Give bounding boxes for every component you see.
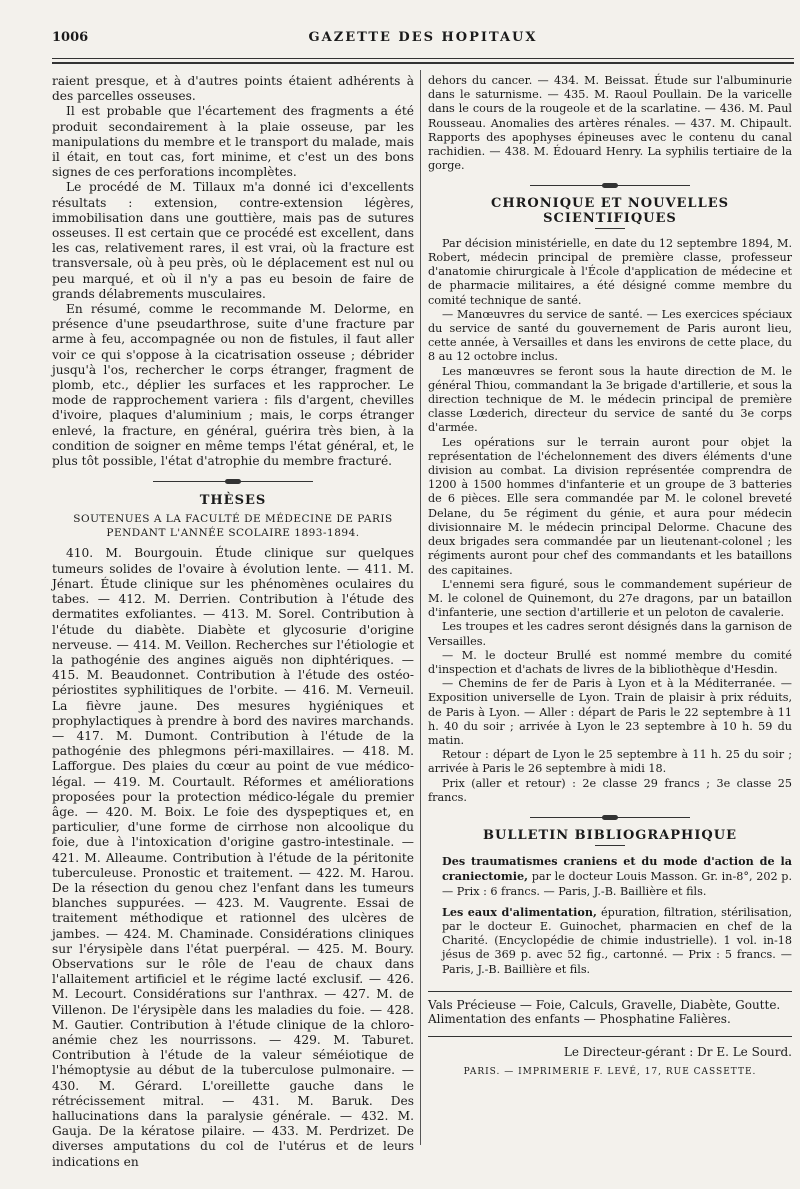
book-entry (428, 854, 792, 899)
chronique-paragraph: Retour : départ de Lyon le 25 septembre à 11 h. 25 du soir ; arrivée à Paris le 26 septembre à midi 18. (428, 748, 792, 776)
chronique-paragraph: — Chemins de fer de Paris à Lyon et à la Méditerranée. — Exposition universelle de Lyon. Train de plaisir à prix réduits, de Paris à Lyon. — Aller : départ de Paris le 22 septembre à 11 h. 40 du soir ; arrivée à Lyon le 23 septembre à 10 h. 59 du matin. (428, 677, 792, 747)
footer-rule (428, 1036, 792, 1037)
right-column (428, 74, 792, 1080)
theses-list: 410. M. Bourgouin. Étude clinique sur quelques tumeurs solides de l'ovaire à évolution lente. — 411. M. Jénart. Étude clinique sur les phénomènes oculaires du tabes. — 412. M. Derrien. Contribution à l'étude des dermatites exfoliantes. — 413. M. Sorel. Contribution à l'étude du diabète. Diabète et glycosurie d'origine nerveuse. — 414. M. Veillon. Recherches sur l'étiologie et la pathogénie des angines aiguës non diphtériques. — 415. M. Beaudonnet. Contribution à l'étude des ostéo-périostites syphilitiques de l'orbite. — 416. M. Verneuil. La fièvre jaune. Des mesures hygiéniques et prophylactiques à prendre à bord des navires marchands. — 417. M. Dumont. Contribution à l'étude de la pathogénie des phlegmons péri-maxillaires. — 418. M. Lafforgue. Des plaies du cœur au point de vue médico-légal. — 419. M. Courtault. Réformes et améliorations proposées pour la protection médico-légale du premier âge. — 420. M. Boix. Le foie des dyspeptiques et, en particulier, d'une forme de cirrhose non alcoolique du foie, due à l'intoxication d'origine gastro-intestinale. — 421. M. Alleaume. Contribution à l'étude de la péritonite tuberculeuse. Pronostic et traitement. — 422. M. Harou. De la résection du genou chez l'enfant dans les tumeurs blanches suppurées. — 423. M. Vaugrente. Essai de traitement méthodique et rationnel des ulcères de jambes. — 424. M. Chaminade. Considérations cliniques sur l'érysipèle dans l'état puerpéral. — 425. M. Boury. Observations sur le rôle de l'eau de chaux dans l'allaitement artificiel et le régime lacté exclusif. — 426. M. Lecourt. Considérations sur l'anthrax. — 427. M. de Villenon. De l'érysipèle dans les maladies du foie. — 428. M. Gautier. Contribution à l'étude clinique de la chloro-anémie chez les nourrissons. — 429. M. Taburet. Contribution à l'étude de la valeur séméiotique de l'hémoptysie au début de la tuberculose pulmonaire. — 430. M. Gérard. L'oreillette gauche dans le rétrécissement mitral. — 431. M. Baruk. Des hallucinations dans la paralysie générale. — 432. M. Gauja. De la kératose pilaire. — 433. M. Perdrizet. De diverses amputations du col de l'utérus et de leurs indications en (52, 546, 414, 1169)
notices-box (428, 991, 792, 1026)
paragraph: Il est probable que l'écartement des fragments a été produit secondairement à la plaie osseuse, par les manipulations du membre et le transport du malade, mais il était, en tout cas, fort minime, et c'est un des bons signes de ces perforations incomplètes. (52, 104, 414, 180)
theses-subtitle: SOUTENUES A LA FACULTÉ DE MÉDECINE DE PARIS PENDANT L'ANNÉE SCOLAIRE 1893-1894. (73, 513, 393, 540)
chronique-paragraph: Prix (aller et retour) : 2e classe 29 francs ; 3e classe 25 francs. (428, 776, 792, 804)
book-title: Les eaux d'alimentation, (442, 904, 597, 919)
section-ornament (153, 479, 313, 485)
book-details: épuration, filtration, stérilisation, par le docteur E. Guinochet, pharmacien en chef de la Charité. (Encyclopédie de chimie industrielle). 1 vol. in-18 jésus de 369 p. avec 52 fig., cartonné. — Prix : 5 francs. — Paris, J.-B. Baillière et fils. (442, 905, 792, 976)
notice: Vals Précieuse — Foie, Calculs, Gravelle, Diabète, Goutte. (428, 997, 781, 1012)
book-details: par le docteur Louis Masson. Gr. in-8°, 202 p. — Prix : 6 francs. — Paris, J.-B. Baillière et fils. (442, 870, 793, 898)
paragraph: Le procédé de M. Tillaux m'a donné ici d'excellents résultats : extension, contre-extension légères, immobilisation dans une gouttière, mais pas de sutures osseuses. Il est certain que ce procédé est excellent, dans les cas, relativement rares, il est vrai, où la fracture est transversale, où à peu près, où le déplacement est nul ou peu marqué, et où il n'y a pas eu besoin de faire de grands délabrements musculaires. (52, 180, 414, 301)
theses-continuation: dehors du cancer. — 434. M. Beissat. Étude sur l'albuminurie dans le saturnisme. — 435. M. Raoul Poullain. De la varicelle dans le cours de la rougeole et de la scarlatine. — 436. M. Paul Rousseau. Anomalies des artères rénales. — 437. M. Chipault. Rapports des apophyses épineuses avec le contenu du canal rachidien. — 438. M. Édouard Henry. La syphilis tertiaire de la gorge. (428, 74, 792, 173)
book-title: Des traumatismes craniens et du mode d'action de la craniectomie, (442, 854, 792, 884)
running-title: GAZETTE DES HOPITAUX (308, 30, 538, 45)
chronique-paragraph: L'ennemi sera figuré, sous le commandement supérieur de M. le colonel de Quinemont, du 27e dragons, par un bataillon d'infanterie, une section d'artillerie et un peloton de cavalerie. (428, 577, 792, 620)
section-ornament (530, 183, 690, 189)
chronique-paragraph: Par décision ministérielle, en date du 12 septembre 1894, M. Robert, médecin principal de première classe, professeur d'anatomie chirurgicale à l'École d'application de médecine et de pharmacie militaires, a été désigné comme membre du comité technique de santé. (428, 236, 792, 307)
chronique-paragraph: — M. le docteur Brullé est nommé membre du comité d'inspection et d'achats de livres de la bibliothèque d'Hesdin. (428, 648, 792, 676)
column-divider (420, 70, 421, 1145)
chronique-title: CHRONIQUE ET NOUVELLES SCIENTIFIQUES (490, 196, 730, 226)
notice: Alimentation des enfants — Phosphatine Falières. (428, 1011, 731, 1026)
page-number: 1006 (52, 30, 89, 45)
theses-title: THÈSES (199, 493, 267, 509)
page-header (52, 30, 794, 52)
chronique-paragraph: Les opérations sur le terrain auront pour objet la représentation de l'échelonnement des divers éléments d'une division au combat. La division représentée comprendra de 1200 à 1500 hommes d'infanterie et un groupe de 3 batteries de 6 pièces. Elle sera commandée par M. le colonel breveté Delane, du 5e régiment du génie, et aura pour médecin divisionnaire M. le médecin principal Delorme. Chacune des deux brigades sera commandée par un lieutenant-colonel ; les régiments auront pour chef des commandants et les bataillons des capitaines. (428, 435, 792, 577)
paragraph: raient presque, et à d'autres points étaient adhérents à des parcelles osseuses. (52, 74, 414, 104)
bulletin-title: BULLETIN BIBLIOGRAPHIQUE (483, 827, 737, 843)
section-ornament (530, 815, 690, 821)
director-signature: Le Directeur-gérant : Dr E. Le Sourd. (563, 1045, 792, 1060)
book-entry (428, 905, 792, 977)
left-column (52, 74, 414, 1170)
header-rule-top (52, 58, 794, 59)
title-underline (595, 228, 625, 229)
title-underline (595, 845, 625, 846)
paragraph: En résumé, comme le recommande M. Delorme, en présence d'une pseudarthrose, suite d'une fracture par arme à feu, accompagnée ou non de fistules, il faut aller voir ce qui s'oppose à la cicatrisation osseuse ; débrider jusqu'à l'os, rechercher le corps étranger, fragment de plomb, etc., déplier les surfaces et les rapprocher. Le mode de rapprochement variera : fils d'argent, chevilles d'ivoire, plaques d'aluminium ; mais, le corps étranger enlevé, la fracture, en général, guérira très bien, à la condition de soigner en même temps l'état général, et, le plus tôt possible, l'état d'atrophie du membre fracturé. (52, 302, 414, 469)
chronique-paragraph: Les troupes et les cadres seront désignés dans la garnison de Versailles. (428, 620, 792, 648)
chronique-paragraph: — Manœuvres du service de santé. — Les exercices spéciaux du service de santé du gouvernement de Paris auront lieu, cette année, à Versailles et dans les environs de cette place, du 8 au 12 octobre inclus. (428, 307, 792, 364)
printer-imprint: PARIS. — IMPRIMERIE F. LEVÉ, 17, RUE CASSETTE. (463, 1067, 757, 1078)
header-rule-bottom (52, 62, 794, 64)
chronique-paragraph: Les manœuvres se feront sous la haute direction de M. le général Thiou, commandant la 3e brigade d'artillerie, et sous la direction technique de M. le médecin principal de première classe Lœderich, directeur du service de santé du 3e corps d'armée. (428, 364, 792, 435)
